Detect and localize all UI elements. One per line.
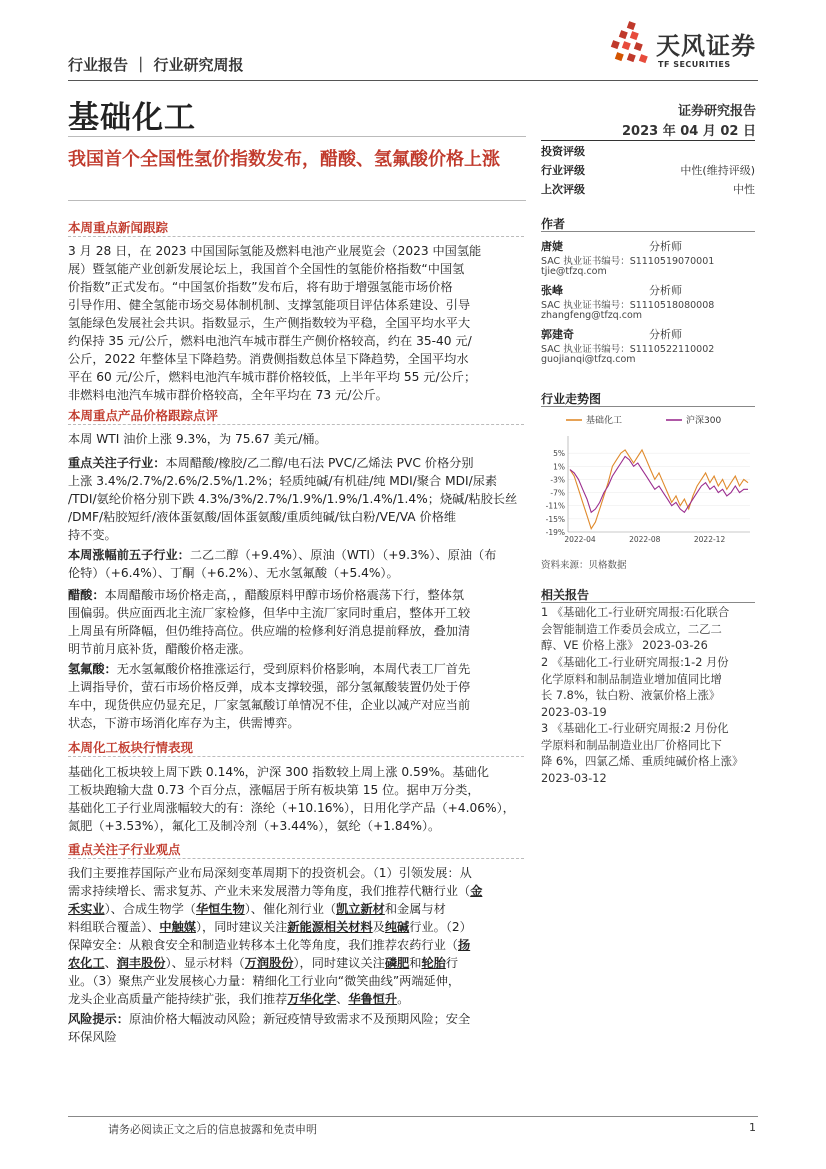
page-number: 1: [749, 1121, 756, 1134]
para-line: 农化工、润丰股份）、显示材料（万润股份），同时建议关注磷肥和轮胎行: [68, 956, 458, 970]
related-heading: 相关报告: [541, 588, 590, 602]
section-heading-news: 本周重点新闻跟踪: [68, 220, 169, 235]
para-line: 业。（3）聚焦产业发展核心力量：精细化工行业向“微笑曲线”两端延伸，: [68, 974, 461, 988]
news-line: 价指数”正式发布。“中国氢价指数”发布后，将有助于增强氢能市场价格: [68, 280, 453, 294]
para-line: 持不变。: [68, 528, 117, 542]
para-line: 保障安全：从粮食安全和制造业转移本土化等角度，我们推荐农药行业（扬: [68, 938, 471, 952]
para-line: 上调指导价，萤石市场价格反弹，成本支撑较强，部分氢氟酸装置仍处于停: [68, 680, 471, 694]
section-divider: [68, 756, 524, 757]
news-line: 3 月 28 日，在 2023 中国国际氢能及燃料电池产业展览会（2023 中国氢能: [68, 244, 482, 258]
news-line: 展）暨氢能产业创新发展论坛上，我国首个全国性的氢能价格指数“中国氢: [68, 262, 465, 276]
rating-top-rule: [541, 140, 755, 141]
y-tick-label: -11%: [545, 501, 565, 511]
para-line: 基础化工子行业周涨幅较大的有：涤纶（+10.16%），日用化学产品（+4.06%），: [68, 801, 515, 815]
news-line: 平在 60 元/公斤，燃料电池汽车城市群价格较低，上半年平均 55 元/公斤；: [68, 370, 477, 384]
section-heading-block: 本周化工板块行情表现: [68, 740, 194, 755]
header-divider: [68, 80, 758, 81]
brand-mark-icon: [608, 20, 654, 70]
industry-rating-value: 中性(维持评级): [680, 164, 755, 177]
acetic-label: 醋酸：: [68, 588, 105, 602]
para-line: 明节前月底补货，醋酸价格走涨。: [68, 642, 251, 656]
section-heading-view: 重点关注子行业观点: [68, 842, 181, 857]
x-tick-label: 2022-12: [693, 535, 726, 544]
legend-label: 基础化工: [586, 416, 623, 426]
top5-label: 本周涨幅前五子行业：: [68, 548, 190, 562]
brand-name: 天风证券: [656, 32, 756, 60]
author-role: 分析师: [649, 284, 682, 297]
related-report[interactable]: [541, 721, 755, 787]
news-line: 约保持 35 元/公斤，燃料电池汽车城市群生产侧价格较高，约在 35-40 元/: [68, 334, 472, 348]
para-line: 工板块跑输大盘 0.73 个百分点，涨幅居于所有板块第 15 位。据申万分类，: [68, 783, 480, 797]
section-divider: [68, 236, 524, 237]
y-tick-label: 5%: [553, 449, 565, 459]
y-tick-label: -15%: [545, 514, 565, 524]
series-line: [570, 456, 748, 512]
related-line: 学原料和制品制造业出厂价格同比下: [541, 738, 722, 752]
related-line: 3 《基础化工-行业研究周报:2 月份化: [541, 722, 729, 735]
news-line: 引导作用、健全氢能市场交易体制机制、支撑氢能项目评估体系建设、引导: [68, 298, 471, 312]
hf-paragraph: [68, 660, 524, 732]
related-line: 化学原料和制品制造业增加值同比增: [541, 672, 722, 686]
related-rule: [541, 602, 755, 603]
x-tick-label: 2022-08: [629, 535, 661, 544]
brand-name-en: TF SECURITIES: [658, 60, 731, 69]
para-line: 上周虽有所降幅，但仍维持高位。供应端的检修利好消息提前释放，叠加清: [68, 624, 471, 638]
author-cert: SAC 执业证书编号：S1110519070001: [541, 256, 715, 267]
related-line: 2023-03-12: [541, 771, 607, 785]
related-line: 2023-03-19: [541, 705, 607, 719]
related-line: 会智能制造工作委员会成立，二乙二: [541, 622, 722, 636]
view-paragraph: [68, 864, 524, 1008]
rating-heading: 投资评级: [541, 145, 585, 158]
author-role: 分析师: [649, 240, 682, 253]
chart-source: 资料来源：贝格数据: [541, 560, 627, 571]
para-line: /TDI/氨纶价格分别下跌 4.3%/3%/2.7%/1.9%/1.9%/1.4%/1.4%；烧碱/粘胶长丝: [68, 492, 518, 506]
title-divider: [68, 136, 526, 137]
related-line: 长 7.8%，钛白粉、液氯价格上涨》: [541, 689, 721, 702]
acetic-paragraph: [68, 586, 524, 658]
related-line: 1 《基础化工-行业研究周报:石化联合: [541, 606, 730, 619]
brand-logo: [608, 20, 758, 80]
news-line: 非燃料电池汽车城市群价格较高，全年平均在 73 元/公斤。: [68, 388, 388, 402]
risk-label: 风险提示：: [68, 1012, 129, 1026]
author-cert: SAC 执业证书编号：S1110518080008: [541, 300, 715, 311]
report-title: 我国首个全国性氢价指数发布，醋酸、氢氟酸价格上涨: [68, 149, 500, 170]
para-line: 本周醋酸/橡胶/乙二醇/电石法 PVC/乙烯法 PVC 价格分别: [165, 456, 474, 470]
author-email[interactable]: guojianqi@tfzq.com: [541, 354, 636, 365]
para-line: 状态，下游市场消化库存为主，供需博弈。: [68, 716, 300, 730]
last-rating-value: 中性: [733, 183, 755, 196]
section-heading-price: 本周重点产品价格跟踪点评: [68, 408, 219, 423]
y-tick-label: -7%: [550, 488, 565, 498]
para-line: 原油价格大幅波动风险；新冠疫情导致需求不及预期风险；安全: [128, 1012, 471, 1026]
related-line: 醇、VE 价格上涨》 2023-03-26: [541, 639, 708, 652]
para-line: 基础化工板块较上周下跌 0.14%，沪深 300 指数较上周上涨 0.59%。基础化: [68, 765, 489, 779]
series-line: [570, 450, 748, 529]
wti-line: 本周 WTI 油价上涨 9.3%，为 75.67 美元/桶。: [68, 432, 327, 446]
legend-label: 沪深300: [686, 416, 722, 426]
related-report[interactable]: [541, 605, 755, 655]
para-line: 车中，现货供应仍显充足，厂家氢氟酸订单情况不佳，企业以减产对应当前: [68, 698, 471, 712]
author-name: 唐婕: [541, 240, 563, 253]
para-line: 我们主要推荐国际产业布局深刻变革周期下的投资机会。（1）引领发展：从: [68, 866, 472, 880]
news-line: 氢能绿色发展社会共识。指数显示，生产侧指数较为平稳，全国平均水平大: [68, 316, 471, 330]
para-line: 需求持续增长、需求复苏、产业未来发展潜力等角度，我们推荐代糖行业（金: [68, 884, 483, 898]
authors-rule: [541, 231, 755, 232]
author-role: 分析师: [649, 328, 682, 341]
x-tick-label: 2022-04: [564, 535, 596, 544]
trend-heading: 行业走势图: [541, 392, 602, 406]
title-divider-bottom: [68, 200, 526, 201]
related-line: 降 6%，四氯乙烯、重质纯碱价格上涨》: [541, 755, 744, 768]
para-line: 二乙二醇（+9.4%）、原油（WTI）（+9.3%）、原油（布: [189, 548, 497, 562]
para-line: 环保风险: [68, 1030, 117, 1044]
y-tick-label: 1%: [553, 462, 565, 472]
section-divider: [68, 424, 524, 425]
related-report[interactable]: [541, 655, 755, 721]
author-cert: SAC 执业证书编号：S1110522110002: [541, 344, 715, 355]
para-line: 上涨 3.4%/2.7%/2.6%/2.5%/1.2%；轻质纯碱/有机硅/纯 MDI/聚合 MDI/尿素: [68, 474, 498, 488]
para-line: 伦特）（+6.4%）、丁酮（+6.2%）、无水氢氟酸（+5.4%）。: [68, 566, 399, 580]
risk-paragraph: [68, 1010, 524, 1046]
related-line: 2 《基础化工-行业研究周报:1-2 月份: [541, 656, 729, 669]
para-line: 本周醋酸市场价格走高，，醋酸原料甲醇市场价格震荡下行，整体氛: [104, 588, 465, 602]
authors-heading: 作者: [541, 217, 566, 231]
para-line: /DMF/粘胶短纤/液体蛋氨酸/固体蛋氨酸/重质纯碱/钛白粉/VE/VA 价格维: [68, 510, 457, 524]
y-tick-label: -19%: [545, 528, 565, 537]
top5-paragraph: [68, 546, 524, 582]
industry-trend-chart: [538, 410, 758, 550]
para-line: 龙头企业高质量产能持续扩张，我们推荐万华化学、华鲁恒升。: [68, 992, 410, 1006]
block-paragraph: [68, 763, 524, 835]
report-date: 2023 年 04 月 02 日: [622, 124, 756, 139]
news-line: 公斤，2022 年整体呈下降趋势。消费侧指数总体呈下降趋势，全国平均水: [68, 352, 469, 366]
para-line: 禾实业）、合成生物学（华恒生物）、催化剂行业（凯立新材和金属与材: [68, 902, 446, 916]
sub-industry-paragraph: [68, 454, 524, 544]
y-tick-label: -3%: [550, 475, 565, 485]
para-line: 料组联合覆盖）、中触媒），同时建议关注新能源相关材料及纯碱行业。（2）: [68, 920, 472, 934]
hf-label: 氢氟酸：: [68, 662, 117, 676]
footer-disclaimer: 请务必阅读正文之后的信息披露和免责申明: [108, 1123, 317, 1136]
news-paragraph: [68, 242, 524, 404]
report-type: 证券研究报告: [677, 104, 756, 119]
trend-rule: [541, 406, 755, 407]
footer-divider: [68, 1116, 758, 1117]
section-divider: [68, 858, 524, 859]
industry-rating-label: 行业评级: [541, 164, 585, 177]
last-rating-label: 上次评级: [541, 183, 585, 196]
para-line: 氮肥（+3.53%），氟化工及制冷剂（+3.44%），氨纶（+1.84%）。: [68, 819, 441, 833]
author-email[interactable]: tjie@tfzq.com: [541, 266, 607, 277]
para-line: 围偏弱。供应面西北主流厂家检修，但华中主流厂家同时重启，整体开工较: [68, 606, 471, 620]
author-email[interactable]: zhangfeng@tfzq.com: [541, 310, 643, 321]
author-name: 郭建奇: [541, 328, 574, 341]
author-name: 张峰: [541, 284, 563, 297]
sub-industry-label: 重点关注子行业：: [68, 456, 166, 470]
sector-title: 基础化工: [68, 100, 196, 136]
report-category: 行业报告 ｜ 行业研究周报: [68, 56, 244, 74]
para-line: 无水氢氟酸价格推涨运行，受到原料价格影响，本周代表工厂首先: [116, 662, 471, 676]
